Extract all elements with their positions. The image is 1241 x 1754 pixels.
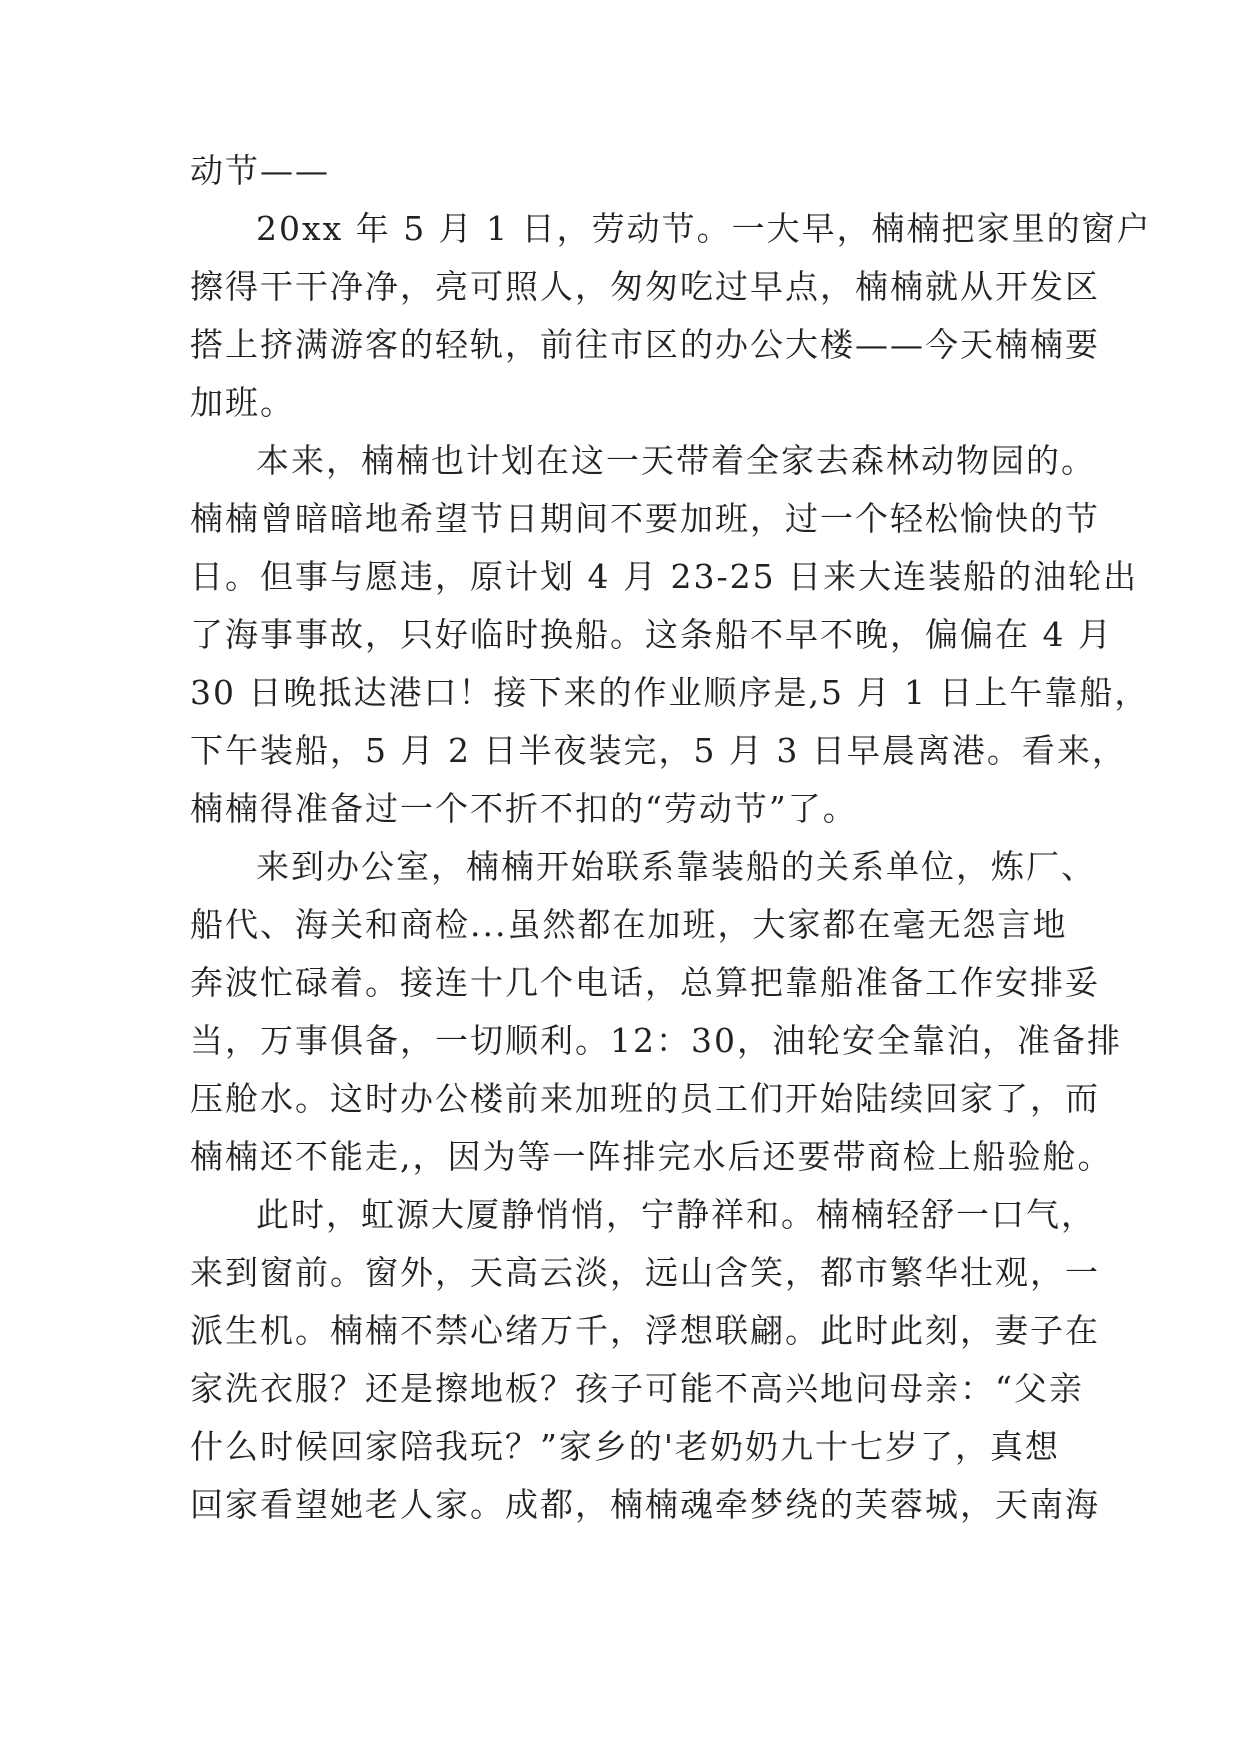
text-line: 楠楠曾暗暗地希望节日期间不要加班，过一个轻松愉快的节 bbox=[190, 499, 1100, 538]
text-line: 派生机。楠楠不禁心绪万千，浮想联翩。此时此刻，妻子在 bbox=[190, 1311, 1100, 1350]
text-line: 下午装船，5 月 2 日半夜装完，5 月 3 日早晨离港。看来， bbox=[190, 731, 1127, 770]
text-line: 家洗衣服？还是擦地板？孩子可能不高兴地问母亲：“父亲 bbox=[190, 1369, 1084, 1408]
text-line: 楠楠得准备过一个不折不扣的“劳动节”了。 bbox=[190, 789, 858, 828]
document-body bbox=[190, 142, 1152, 1534]
text-line: 了海事事故，只好临时换船。这条船不早不晚，偏偏在 4 月 bbox=[190, 615, 1113, 654]
text-line: 30 日晚抵达港口！接下来的作业顺序是,5 月 1 日上午靠船， bbox=[190, 673, 1150, 712]
text-line: 日。但事与愿违，原计划 4 月 23-25 日来大连装船的油轮出 bbox=[190, 557, 1139, 596]
text-line: 20xx 年 5 月 1 日，劳动节。一大早，楠楠把家里的窗户 bbox=[256, 209, 1152, 248]
text-line: 搭上挤满游客的轻轨，前往市区的办公大楼——今天楠楠要 bbox=[190, 325, 1100, 364]
text-line: 楠楠还不能走,，因为等一阵排完水后还要带商检上船验舱。 bbox=[190, 1137, 1113, 1176]
text-line: 来到办公室，楠楠开始联系靠装船的关系单位，炼厂、 bbox=[256, 847, 1096, 886]
text-line: 奔波忙碌着。接连十几个电话，总算把靠船准备工作安排妥 bbox=[190, 963, 1100, 1002]
text-line: 此时，虹源大厦静悄悄，宁静祥和。楠楠轻舒一口气， bbox=[256, 1195, 1096, 1234]
text-line: 什么时候回家陪我玩？”家乡的'老奶奶九十七岁了，真想 bbox=[190, 1427, 1060, 1466]
text-line: 加班。 bbox=[190, 383, 295, 422]
text-line: 船代、海关和商检...虽然都在加班，大家都在毫无怨言地 bbox=[190, 905, 1068, 944]
text-line: 当，万事俱备，一切顺利。12：30，油轮安全靠泊，准备排 bbox=[190, 1021, 1122, 1060]
text-line: 本来，楠楠也计划在这一天带着全家去森林动物园的。 bbox=[256, 441, 1096, 480]
text-line: 压舱水。这时办公楼前来加班的员工们开始陆续回家了，而 bbox=[190, 1079, 1100, 1118]
text-line: 擦得干干净净，亮可照人，匆匆吃过早点，楠楠就从开发区 bbox=[190, 267, 1100, 306]
text-line: 来到窗前。窗外，天高云淡，远山含笑，都市繁华壮观，一 bbox=[190, 1253, 1100, 1292]
text-line: 动节—— bbox=[190, 151, 330, 190]
text-line: 回家看望她老人家。成都，楠楠魂牵梦绕的芙蓉城，天南海 bbox=[190, 1485, 1100, 1524]
